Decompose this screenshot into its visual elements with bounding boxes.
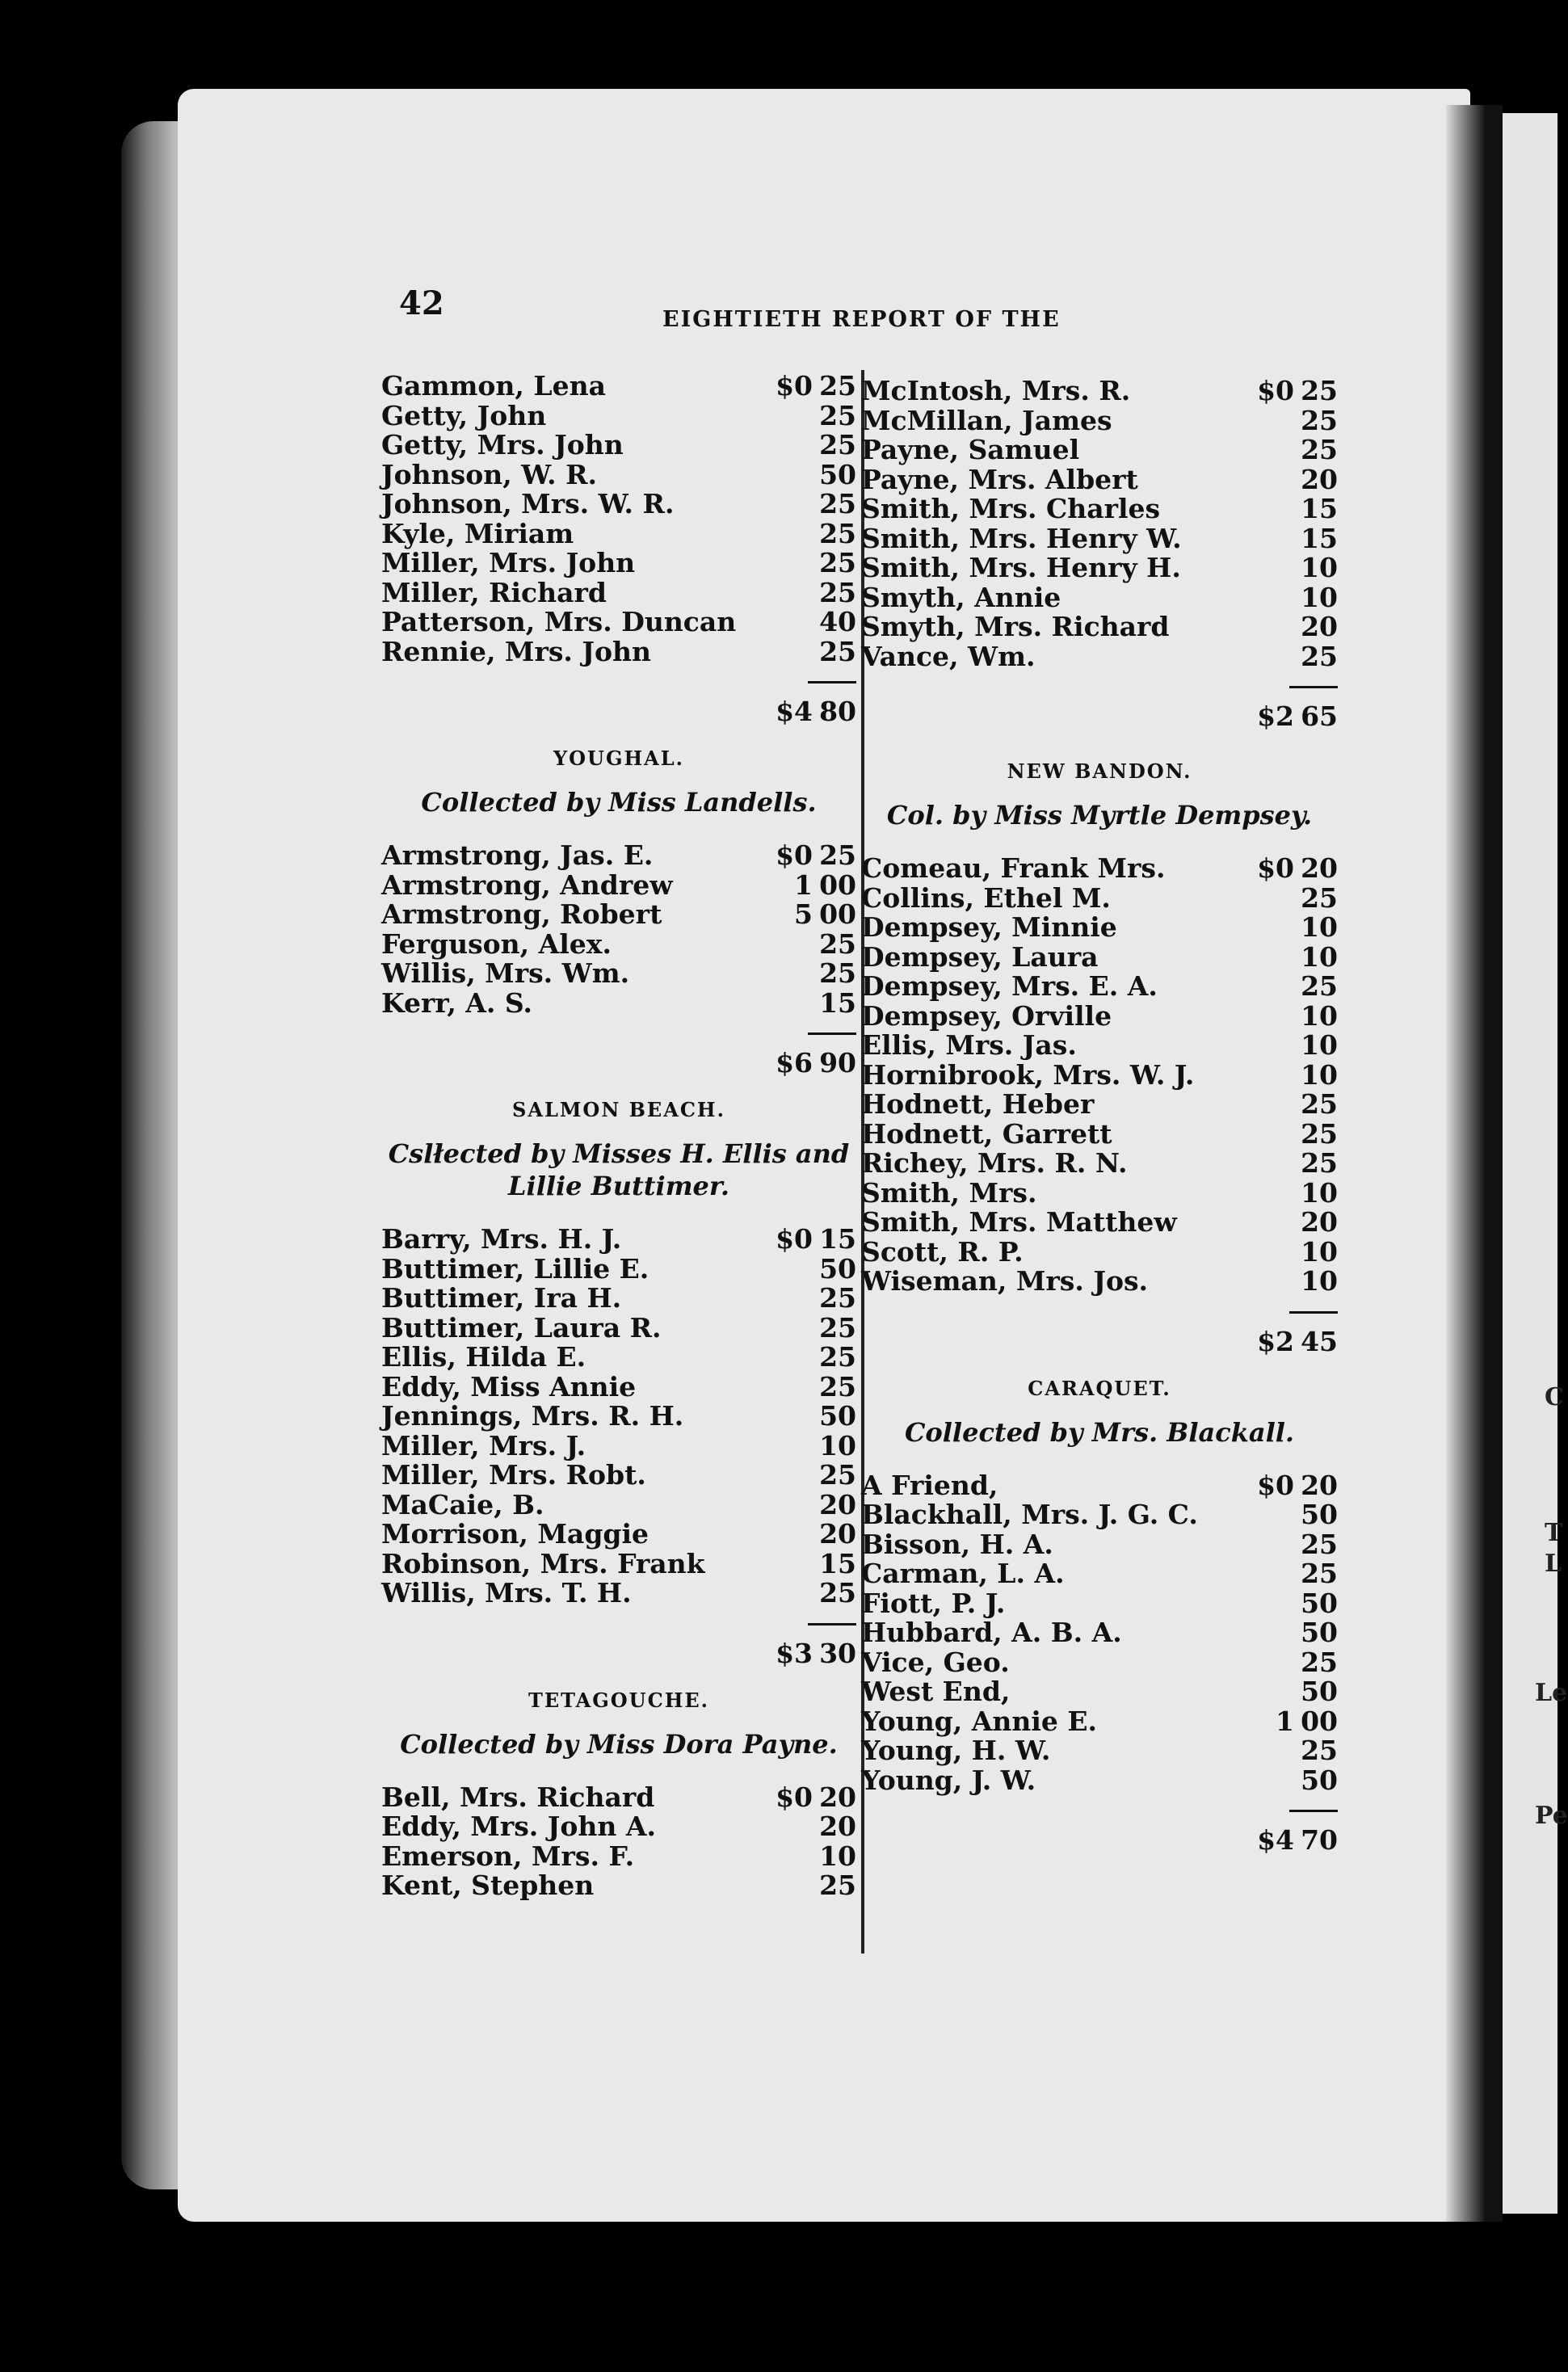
list-item xyxy=(861,881,1338,914)
amount-cents: 20 xyxy=(819,1488,856,1520)
amount-cents: 50 xyxy=(819,1252,856,1285)
total-cents: 30 xyxy=(819,1637,856,1669)
amount-cents: 25 xyxy=(819,1282,856,1314)
amount-cents: 20 xyxy=(1301,852,1338,884)
donor-name: Eddy, Miss Annie xyxy=(381,1370,637,1403)
donor-name: Willis, Mrs. Wm. xyxy=(381,957,630,989)
amount-cents: 25 xyxy=(819,1869,856,1901)
total-rule xyxy=(1289,686,1338,688)
amount-cents: 10 xyxy=(1301,1265,1338,1297)
amount-cents: 25 xyxy=(819,488,856,519)
amount-dollars: $0 xyxy=(1257,852,1294,884)
amount-dollars: $0 xyxy=(776,1781,813,1813)
donor-name: Smyth, Annie xyxy=(861,581,1061,613)
list-item xyxy=(381,1311,856,1344)
donor-name: Smith, Mrs. Matthew xyxy=(861,1206,1177,1238)
donor-name: Carman, L. A. xyxy=(861,1558,1065,1589)
total-dollars: $4 xyxy=(1257,1824,1294,1856)
donor-name: Buttimer, Laura R. xyxy=(381,1311,662,1344)
list-item xyxy=(381,927,856,960)
amount-cents: 40 xyxy=(819,606,856,637)
donor-name: Payne, Samuel xyxy=(861,434,1080,465)
amount-cents: 50 xyxy=(1301,1764,1338,1796)
section-title: SALMON BEACH. xyxy=(512,1098,725,1121)
donor-name: McIntosh, Mrs. R. xyxy=(861,375,1131,406)
donor-name: Wiseman, Mrs. Jos. xyxy=(861,1265,1149,1297)
list-item xyxy=(861,1267,1338,1297)
donor-name: Ellis, Mrs. Jas. xyxy=(861,1029,1077,1061)
list-item xyxy=(381,458,856,490)
total-rule xyxy=(808,1032,856,1035)
list-item xyxy=(381,1225,856,1255)
amount-cents: 20 xyxy=(1301,611,1338,642)
list-item xyxy=(381,1547,856,1579)
donor-name: Fiott, P. J. xyxy=(861,1587,1006,1619)
donor-name: Barry, Mrs. H. J. xyxy=(381,1223,622,1255)
list-item xyxy=(861,999,1338,1032)
donor-name: Smith, Mrs. Henry H. xyxy=(861,552,1181,583)
donor-name: Smyth, Mrs. Richard xyxy=(861,611,1170,642)
list-item xyxy=(381,1783,856,1813)
donor-name: Robinson, Mrs. Frank xyxy=(381,1547,705,1579)
total-dollars: $3 xyxy=(776,1637,813,1669)
donor-name: Armstrong, Robert xyxy=(381,898,662,930)
total-cents: 65 xyxy=(1301,700,1338,732)
amount-dollars: $0 xyxy=(776,370,813,402)
donor-name: Patterson, Mrs. Duncan xyxy=(381,606,737,637)
donor-name: Hodnett, Heber xyxy=(861,1088,1095,1120)
list-item xyxy=(861,913,1338,943)
list-item xyxy=(381,399,856,431)
list-item xyxy=(861,1677,1338,1707)
donor-name: Gammon, Lena xyxy=(381,370,606,402)
donor-name: McMillan, James xyxy=(861,404,1112,436)
total-cents: 80 xyxy=(819,696,856,727)
list-item xyxy=(861,1736,1338,1766)
amount-cents: 10 xyxy=(1301,1176,1338,1209)
list-item xyxy=(381,1842,856,1872)
list-item xyxy=(381,1871,856,1901)
list-item xyxy=(861,406,1338,436)
section-total xyxy=(381,1609,856,1673)
donor-name: Getty, Mrs. John xyxy=(381,429,624,461)
amount-cents: 10 xyxy=(1301,911,1338,943)
donor-name: Smith, Mrs. Charles xyxy=(861,493,1161,524)
donor-name: Miller, Mrs. John xyxy=(381,547,636,578)
donor-name: Dempsey, Orville xyxy=(861,999,1112,1032)
section-title: NEW BANDON. xyxy=(1007,759,1192,783)
amount-cents: 25 xyxy=(819,576,856,608)
donor-name: Scott, R. P. xyxy=(861,1235,1024,1268)
facing-page-sliver xyxy=(1503,113,1557,2214)
amount-cents: 25 xyxy=(1301,375,1338,406)
total-cents: 45 xyxy=(1301,1325,1338,1357)
donor-name: Hornibrook, Mrs. W. J. xyxy=(861,1058,1195,1091)
amount-cents: 25 xyxy=(1301,1735,1338,1766)
list-item xyxy=(861,1208,1338,1238)
list-item xyxy=(861,972,1338,1002)
amount-dollars: $0 xyxy=(1257,375,1294,406)
amount-dollars: 1 xyxy=(794,868,813,901)
donor-name: MaCaie, B. xyxy=(381,1488,544,1520)
list-item xyxy=(861,524,1338,554)
list-item xyxy=(381,637,856,667)
facing-page-fragment: L xyxy=(1545,1550,1562,1578)
list-item xyxy=(381,372,856,402)
donor-name: Bell, Mrs. Richard xyxy=(381,1781,655,1813)
amount-cents: 50 xyxy=(1301,1676,1338,1707)
donor-name: Ellis, Hilda E. xyxy=(381,1341,586,1373)
amount-cents: 10 xyxy=(1301,999,1338,1032)
total-dollars: $4 xyxy=(776,696,813,727)
donor-name: Smith, Mrs. Henry W. xyxy=(861,522,1182,554)
list-item xyxy=(861,1058,1338,1091)
total-dollars: $6 xyxy=(776,1047,813,1079)
amount-cents: 10 xyxy=(819,1429,856,1461)
list-item xyxy=(861,940,1338,973)
list-item xyxy=(381,1812,856,1842)
amount-cents: 25 xyxy=(1301,404,1338,436)
amount-cents: 15 xyxy=(819,1547,856,1579)
amount-dollars: $0 xyxy=(1257,1469,1294,1501)
page-number: 42 xyxy=(399,284,444,322)
donor-name: Kyle, Miriam xyxy=(381,517,574,549)
amount-cents: 25 xyxy=(819,517,856,549)
list-item xyxy=(861,1589,1338,1619)
amount-cents: 10 xyxy=(1301,1029,1338,1061)
amount-cents: 25 xyxy=(1301,1558,1338,1589)
amount-cents: 10 xyxy=(1301,581,1338,613)
amount-cents: 25 xyxy=(1301,1147,1338,1179)
amount-cents: 25 xyxy=(1301,881,1338,914)
amount-cents: 25 xyxy=(1301,1528,1338,1560)
amount-dollars: $0 xyxy=(776,839,813,871)
facing-page-fragment: C xyxy=(1545,1383,1564,1411)
donor-name: Dempsey, Minnie xyxy=(861,911,1117,943)
donor-name: Vance, Wm. xyxy=(861,640,1036,672)
list-item xyxy=(861,1648,1338,1678)
amount-cents: 25 xyxy=(1301,434,1338,465)
amount-cents: 25 xyxy=(819,1341,856,1373)
list-item xyxy=(381,1343,856,1373)
donor-name: Collins, Ethel M. xyxy=(861,881,1111,914)
amount-cents: 15 xyxy=(819,986,856,1019)
section-total xyxy=(861,671,1338,736)
amount-cents: 10 xyxy=(819,1840,856,1872)
amount-cents: 20 xyxy=(1301,1206,1338,1238)
list-item xyxy=(861,854,1338,884)
amount-cents: 50 xyxy=(1301,1499,1338,1530)
list-item xyxy=(381,1402,856,1432)
facing-page-fragment: Pe xyxy=(1535,1802,1568,1830)
donor-name: Richey, Mrs. R. N. xyxy=(861,1147,1128,1179)
list-item xyxy=(381,868,856,901)
donor-name: Hodnett, Garrett xyxy=(861,1117,1112,1150)
amount-cents: 00 xyxy=(819,898,856,930)
donor-name: Willis, Mrs. T. H. xyxy=(381,1577,632,1609)
list-item xyxy=(381,986,856,1019)
list-item xyxy=(861,435,1338,465)
amount-dollars: 1 xyxy=(1276,1705,1294,1737)
list-item xyxy=(861,494,1338,524)
amount-cents: 25 xyxy=(819,957,856,989)
left-column xyxy=(381,372,856,1901)
donor-name: Emerson, Mrs. F. xyxy=(381,1840,635,1872)
amount-cents: 25 xyxy=(819,429,856,461)
donor-name: Young, Annie E. xyxy=(861,1705,1097,1737)
amount-cents: 15 xyxy=(819,1223,856,1255)
donor-name: Getty, John xyxy=(381,399,547,431)
list-item xyxy=(861,465,1338,495)
donor-name: Miller, Mrs. Robt. xyxy=(381,1459,646,1491)
total-rule xyxy=(1289,1810,1338,1812)
section-total xyxy=(381,1018,856,1083)
list-item xyxy=(381,1461,856,1491)
donor-name: West End, xyxy=(861,1676,1011,1707)
donor-name: Vice, Geo. xyxy=(861,1646,1010,1678)
amount-cents: 25 xyxy=(819,547,856,578)
list-item xyxy=(861,1176,1338,1209)
section-title: CARAQUET. xyxy=(1028,1376,1171,1400)
list-item xyxy=(861,1618,1338,1648)
amount-cents: 50 xyxy=(819,1400,856,1432)
amount-cents: 25 xyxy=(819,1311,856,1344)
donor-name: Hubbard, A. B. A. xyxy=(861,1617,1122,1648)
amount-cents: 10 xyxy=(1301,1058,1338,1091)
list-item xyxy=(861,1559,1338,1589)
amount-cents: 10 xyxy=(1301,940,1338,973)
amount-dollars: $0 xyxy=(776,1223,813,1255)
collector-line: Cslłected by Misses H. Ellis and Lillie Buttimer. xyxy=(388,1138,850,1201)
donor-name: A Friend, xyxy=(861,1469,998,1501)
amount-cents: 25 xyxy=(819,1577,856,1609)
donor-name: Kent, Stephen xyxy=(381,1869,595,1901)
amount-cents: 00 xyxy=(819,868,856,901)
list-item xyxy=(381,519,856,549)
donor-name: Smith, Mrs. xyxy=(861,1176,1037,1209)
list-item xyxy=(381,608,856,637)
donor-name: Young, J. W. xyxy=(861,1764,1036,1796)
list-item xyxy=(381,841,856,871)
list-item xyxy=(861,1235,1338,1268)
total-cents: 90 xyxy=(819,1047,856,1079)
amount-cents: 25 xyxy=(1301,1088,1338,1120)
amount-cents: 20 xyxy=(1301,463,1338,495)
donor-name: Bisson, H. A. xyxy=(861,1528,1053,1560)
donor-name: Rennie, Mrs. John xyxy=(381,635,651,667)
total-rule xyxy=(808,681,856,683)
donor-name: Jennings, Mrs. R. H. xyxy=(381,1400,684,1432)
amount-cents: 20 xyxy=(1301,1469,1338,1501)
list-item xyxy=(861,583,1338,613)
donor-name: Ferguson, Alex. xyxy=(381,927,612,960)
amount-cents: 10 xyxy=(1301,1235,1338,1268)
amount-cents: 50 xyxy=(819,458,856,490)
collector-line: Collected by Mrs. Blackall. xyxy=(904,1416,1295,1448)
collector-line: Collected by Miss Dora Payne. xyxy=(400,1728,838,1760)
donor-name: Johnson, W. R. xyxy=(381,458,597,490)
amount-cents: 50 xyxy=(1301,1587,1338,1619)
list-item xyxy=(381,1579,856,1609)
collector-line: Col. by Miss Myrtle Dempsey. xyxy=(886,800,1313,831)
total-dollars: $2 xyxy=(1257,1325,1294,1357)
amount-cents: 20 xyxy=(819,1518,856,1550)
amount-cents: 15 xyxy=(1301,493,1338,524)
amount-cents: 25 xyxy=(1301,970,1338,1002)
amount-cents: 20 xyxy=(819,1811,856,1842)
donor-name: Kerr, A. S. xyxy=(381,986,533,1019)
list-item xyxy=(861,612,1338,642)
list-item xyxy=(381,578,856,608)
amount-cents: 25 xyxy=(819,927,856,960)
donor-name: Armstrong, Andrew xyxy=(381,868,673,901)
amount-cents: 25 xyxy=(819,1459,856,1491)
total-rule xyxy=(808,1623,856,1625)
amount-cents: 25 xyxy=(1301,1646,1338,1678)
amount-cents: 25 xyxy=(819,635,856,667)
list-item xyxy=(861,1766,1338,1796)
list-item xyxy=(381,1488,856,1520)
list-item xyxy=(381,549,856,578)
amount-cents: 15 xyxy=(1301,522,1338,554)
list-item xyxy=(861,1530,1338,1560)
list-item xyxy=(861,1471,1338,1501)
list-item xyxy=(861,553,1338,583)
donor-name: Payne, Mrs. Albert xyxy=(861,463,1138,495)
total-cents: 70 xyxy=(1301,1824,1338,1856)
list-item xyxy=(861,376,1338,406)
list-item xyxy=(381,900,856,930)
donor-name: Comeau, Frank Mrs. xyxy=(861,852,1166,884)
amount-cents: 10 xyxy=(1301,552,1338,583)
amount-cents: 25 xyxy=(819,370,856,402)
amount-cents: 00 xyxy=(1301,1705,1338,1737)
amount-cents: 25 xyxy=(819,839,856,871)
amount-cents: 25 xyxy=(819,399,856,431)
list-item xyxy=(861,1707,1338,1737)
donor-name: Buttimer, Ira H. xyxy=(381,1282,622,1314)
list-item xyxy=(861,1090,1338,1120)
amount-cents: 25 xyxy=(1301,640,1338,672)
donor-name: Miller, Richard xyxy=(381,576,607,608)
list-item xyxy=(381,959,856,989)
collector-line: Collected by Miss Landells. xyxy=(421,787,817,818)
section-total xyxy=(381,667,856,731)
list-item xyxy=(861,1500,1338,1530)
right-column xyxy=(861,376,1338,1860)
donor-name: Morrison, Maggie xyxy=(381,1518,649,1550)
list-item xyxy=(381,1429,856,1461)
running-header: EIGHTIETH REPORT OF THE xyxy=(662,307,1061,332)
list-item xyxy=(381,1520,856,1550)
amount-cents: 25 xyxy=(1301,1117,1338,1150)
donor-name: Dempsey, Laura xyxy=(861,940,1099,973)
list-item xyxy=(381,1284,856,1314)
list-item xyxy=(381,490,856,519)
donor-name: Armstrong, Jas. E. xyxy=(381,839,654,871)
section-total xyxy=(861,1795,1338,1860)
list-item xyxy=(381,1252,856,1285)
donor-name: Young, H. W. xyxy=(861,1735,1051,1766)
amount-cents: 25 xyxy=(819,1370,856,1403)
list-item xyxy=(861,1117,1338,1150)
facing-page-fragment: Le xyxy=(1535,1679,1568,1707)
section-total xyxy=(861,1297,1338,1361)
section-title: TETAGOUCHE. xyxy=(528,1688,710,1712)
total-dollars: $2 xyxy=(1257,700,1294,732)
amount-cents: 20 xyxy=(819,1781,856,1813)
list-item xyxy=(861,1031,1338,1061)
facing-page-fragment: T xyxy=(1545,1519,1563,1547)
list-item xyxy=(861,1149,1338,1179)
donor-name: Eddy, Mrs. John A. xyxy=(381,1811,656,1842)
list-item xyxy=(381,1370,856,1403)
list-item xyxy=(861,642,1338,672)
donor-name: Miller, Mrs. J. xyxy=(381,1429,586,1461)
list-item xyxy=(381,431,856,461)
donor-name: Dempsey, Mrs. E. A. xyxy=(861,970,1158,1002)
donor-name: Blackhall, Mrs. J. G. C. xyxy=(861,1499,1198,1530)
total-rule xyxy=(1289,1311,1338,1314)
amount-dollars: 5 xyxy=(794,898,813,930)
section-title: YOUGHAL. xyxy=(553,747,684,770)
donor-name: Buttimer, Lillie E. xyxy=(381,1252,649,1285)
donor-name: Johnson, Mrs. W. R. xyxy=(381,488,675,519)
book-gutter xyxy=(1446,105,1503,2222)
amount-cents: 50 xyxy=(1301,1617,1338,1648)
